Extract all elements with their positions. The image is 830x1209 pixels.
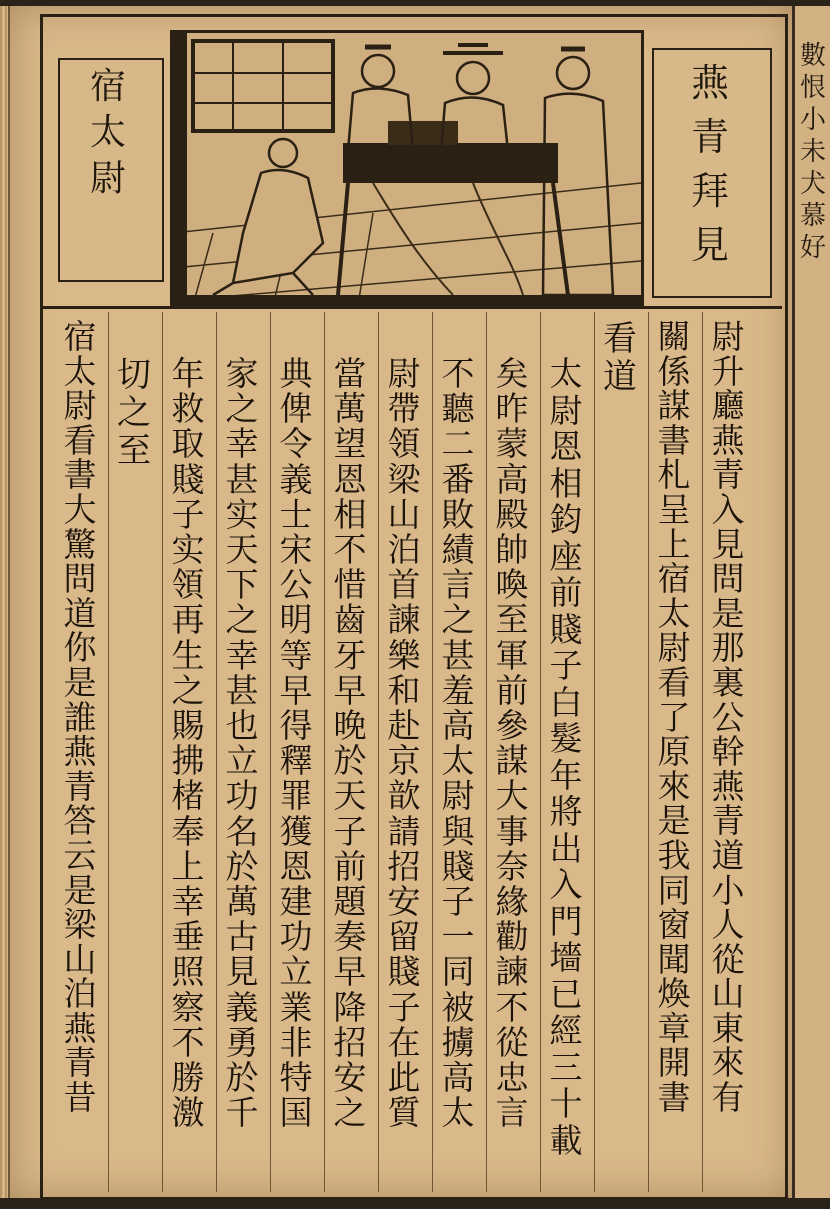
column-rule [108, 312, 109, 1192]
text-column-7: 尉帶領梁山泊首諫樂和赴京歆請招安留賤子在此質 [387, 354, 421, 1133]
column-rule [594, 312, 595, 1192]
text-column-8: 當萬望恩相不惜齒牙早晚於天子前題奏早降招安之 [333, 354, 367, 1133]
text-column-3: 看道 [603, 319, 637, 397]
text-column-4: 太尉恩相鈞座前賤子白髮年將出入門墻已經三十載 [549, 354, 583, 1160]
next-page-text-column: 數恨小未犬慕好 [800, 41, 827, 263]
text-column-5: 矣昨蒙高殿帥喚至軍前參謀大事奈緣勸諫不從忠言 [495, 354, 529, 1133]
column-rule [324, 312, 325, 1192]
header-divider [40, 306, 782, 309]
text-column-12: 切之至 [117, 355, 151, 471]
column-rule [216, 312, 217, 1192]
text-column-9: 典俾令義士宋公明等早得釋罪獲恩建功立業非特国 [279, 354, 313, 1133]
right-caption: 燕青拜見 [690, 61, 729, 267]
column-rule [270, 312, 271, 1192]
text-column-1: 尉升廳燕青入見問是那裏公幹燕青道小人從山東來有 [711, 317, 745, 1118]
column-rule [378, 312, 379, 1192]
column-rule [432, 312, 433, 1192]
woodblock-illustration [170, 30, 644, 308]
column-rule [540, 312, 541, 1192]
column-rule [702, 312, 703, 1192]
column-rule [486, 312, 487, 1192]
text-column-10: 家之幸甚实天下之幸甚也立功名於萬古見義勇於千 [225, 354, 259, 1133]
illustration-drawing [173, 33, 641, 305]
column-rule [648, 312, 649, 1192]
left-caption: 宿太尉 [89, 66, 126, 199]
text-column-13: 宿太尉看書大驚問道你是誰燕青答云是梁山泊燕青昔 [63, 317, 97, 1118]
column-rule [162, 312, 163, 1192]
text-column-11: 年救取賤子实領再生之賜拂楮奉上幸垂照察不勝激 [171, 354, 205, 1133]
text-column-2: 關係謀書札呈上宿太尉看了原來是我同窗聞煥章開書 [657, 317, 691, 1118]
text-column-6: 不聽二番敗績言之甚羞高太尉與賤子一同被擄高太 [441, 354, 475, 1133]
